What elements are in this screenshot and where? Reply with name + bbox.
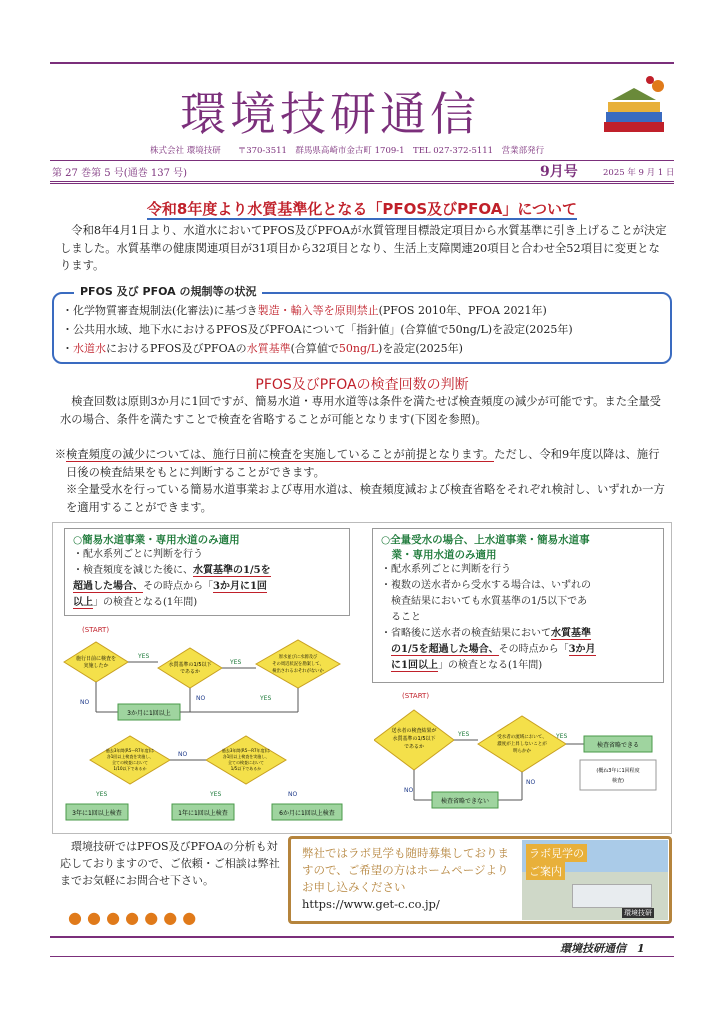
flow-left-decision-2 [158, 648, 222, 688]
promo-text [302, 845, 518, 913]
flow-left-n5c: 全ての検査において [228, 760, 264, 765]
flow-left-n5d: 1/5以下であるか [230, 766, 262, 771]
publisher-line: 株式会社 環境技研 〒370-3511 群馬県高崎市金古町 1709-1 TEL 027-372-5111 営業部発行 [150, 146, 545, 156]
panel-right-line-1: ・配水系列ごとに判断を行う [381, 564, 511, 575]
flow-left-r2: 3年に1回以上検査 [72, 810, 122, 817]
flow-left-r3: 1年に1回以上検査 [178, 810, 228, 817]
flow-left-no-4: NO [288, 791, 298, 798]
flow-left-yes-5: YES [210, 791, 222, 798]
intro-paragraph: 令和8年4月1日より、水道水においてPFOS及びPFOAが水質管理目標設定項目から水質基準に引き上げることが決定しました。水質基準の健康関連項目が31項目から32項目となり、生活上支障関連20項目と合わせ全52項目に変更となります。 [60, 224, 667, 272]
panel-right-line-7: に1回以上」の検査となる(1年間) [391, 660, 543, 671]
flow-right-n2: 受水者の流域において、 [497, 735, 547, 740]
flow-right-n1c: であるか [403, 744, 425, 750]
panel-left-line-1: ・配水系列ごとに判断を行う [73, 549, 203, 560]
flow-left-start: (START) [82, 626, 110, 634]
flow-right-no-1: NO [404, 787, 414, 794]
flow-left-n1: 施行日前に検査を [75, 656, 117, 662]
flow-right-n1b: 水質基準の1/5以下 [392, 736, 436, 742]
photo-label-2: ご案内 [526, 862, 565, 880]
note-1: ※検査頻度の減少については、施行日前に検査を実施していることが前提となります。ただし、令和9年度以降は、施行日後の検査結果をもとに判断することができます。 [54, 448, 660, 479]
section2-title: PFOS及びPFOAの検査回数の判断 [255, 377, 469, 393]
volume-number: 第 27 巻第 5 号(通巻 137 号) [52, 168, 188, 179]
building-shape [572, 884, 652, 908]
panel-right-title-2: 業・専用水道のみ適用 [391, 549, 497, 561]
flow-left-yes-1: YES [138, 653, 150, 660]
flow-right-r1: 検査省略できる [596, 742, 640, 749]
flow-left-no-3: NO [178, 751, 188, 758]
flow-left-n2: 水質基準の1/5以下 [168, 662, 212, 668]
flow-left-yes-3: YES [260, 695, 272, 702]
regulation-item-2: ・公共用水域、地下水におけるPFOS及びPFOAについて「指針値」(合算値で50ng/L)を設定(2025年) [62, 323, 573, 336]
flow-right-note-box [580, 760, 656, 790]
flow-left-n4c: 全ての検査において [112, 760, 148, 765]
promo-message: 弊社ではラボ見学も随時募集しておりますので、ご希望の方はホームページよりお申し込みください [302, 846, 509, 894]
panel-right [372, 528, 664, 683]
flow-left-n2b: であるか [179, 669, 201, 675]
panel-right-line-5: ・省略後に送水者の検査結果において水質基準 [381, 628, 591, 639]
flow-left-n3b: その周辺状況を勘案して、 [272, 662, 324, 667]
panel-left-line-3: 超過した場合、その時点から「3か月に1回 [73, 581, 267, 592]
flow-left-n5b: 各1回以上検査を実施し、 [222, 754, 270, 759]
flow-left-n3c: 検出されるおそれがないか [272, 669, 324, 674]
flow-right-n1: 送水者の検査結果が [391, 728, 437, 734]
flow-right-note: (概ね3年に1回程度 [596, 768, 640, 774]
flow-left-yes-2: YES [230, 659, 242, 666]
header-double-rule [50, 181, 674, 184]
panel-left [64, 528, 350, 616]
flowchart-left [60, 620, 352, 826]
flow-left-n5: 過去3年間(R5～R7年度)は [221, 748, 271, 753]
top-rule [50, 62, 674, 64]
flow-left-no-1: NO [80, 699, 90, 706]
issue-month: 9月号 [540, 164, 578, 180]
flow-left-n1b: 実施したか [83, 663, 109, 669]
article-headline: 令和8年度より水質基準化となる「PFOS及びPFOA」について [146, 200, 578, 218]
photo-label-1: ラボ見学の [526, 844, 587, 862]
panel-right-line-6: の1/5を超過した場合、その時点から「3か月 [391, 644, 596, 655]
footer-rule-2 [50, 956, 674, 957]
flow-right-yes-1: YES [458, 731, 470, 738]
regulation-box-title: PFOS 及び PFOA の規制等の状況 [74, 283, 262, 299]
flow-right-r2: 検査省略できない [440, 798, 490, 805]
pumpkin-row-icon: ● ● ● ● ● ● ● [68, 908, 197, 927]
footer-text: 環境技研通信 1 [560, 942, 645, 955]
panel-right-line-3: 検査結果においても水質基準の1/5以下であ [391, 596, 588, 607]
flow-left-n4d: 1/10以下であるか [113, 766, 147, 771]
bottom-paragraph: 環境技研ではPFOS及びPFOAの分析も対応しておりますので、ご依頼・ご相談は弊社までお気軽にお問合せ下さい。 [60, 840, 280, 887]
lab-photo [522, 840, 668, 920]
note-2: ※全量受水を行っている簡易水道事業および専用水道は、検査頻度減および検査省略をそれぞれ検討し、いずれか一方を適用することができます。 [66, 483, 665, 514]
panel-right-line-4: ること [391, 612, 421, 623]
photo-sign: 環境技研 [624, 909, 652, 917]
footer-rule [50, 936, 674, 938]
flow-right-n2b: 濃度が上昇しないことが [497, 742, 547, 747]
issue-date: 2025 年 9 月 1 日 [603, 168, 675, 178]
flow-left-n4: 過去3年間(R5～R7年度)は [105, 748, 155, 753]
flow-right-start: (START) [402, 692, 430, 700]
promo-url-link[interactable]: https://www.get-c.co.jp/ [302, 897, 440, 911]
regulation-item-3: ・水道水におけるPFOS及びPFOAの水質基準(合算値で50ng/L)を設定(2025年) [62, 342, 463, 355]
flow-left-decision-1 [64, 642, 128, 682]
flow-left-n4b: 各1回以上検査を実施し、 [106, 754, 154, 759]
section2-paragraph: 検査回数は原則3か月に1回ですが、簡易水道・専用水道等は条件を満たせば検査頻度の減少が可能です。また全量受水の場合、条件を満たすことで検査を省略することが可能となります(下図を参照)。 [60, 395, 661, 426]
header-rule [50, 160, 674, 161]
flow-right-n2c: 明らかか [513, 749, 531, 754]
flow-right-note-2: 検査) [612, 778, 624, 784]
panel-left-title: ○簡易水道事業・専用水道のみ適用 [73, 534, 240, 546]
flow-right-no-2: NO [526, 779, 536, 786]
flow-right-yes-2: YES [556, 733, 568, 740]
flow-left-yes-4: YES [96, 791, 108, 798]
books-illustration [598, 72, 670, 142]
flowchart-right [374, 688, 666, 828]
regulation-item-1: ・化学物質審査規制法(化審法)に基づき製造・輸入等を原則禁止(PFOS 2010年、PFOA 2021年) [62, 304, 547, 317]
panel-right-title-1: ○全量受水の場合、上水道事業・簡易水道事 [381, 534, 590, 546]
panel-left-line-2: ・検査頻度を減じた後に、水質基準の1/5を [73, 565, 271, 576]
flow-left-r4: 6か月に1回以上検査 [279, 810, 335, 817]
masthead-title: 環境技研通信 [180, 87, 480, 141]
panel-left-line-4: 以上」の検査となる(1年間) [73, 597, 198, 608]
flow-left-no-2: NO [196, 695, 206, 702]
flow-left-r1: 3か月に1回以上 [127, 710, 171, 717]
flow-left-n3: 原水並びに水源及び [278, 655, 318, 660]
panel-right-line-2: ・複数の送水者から受水する場合は、いずれの [381, 580, 591, 591]
